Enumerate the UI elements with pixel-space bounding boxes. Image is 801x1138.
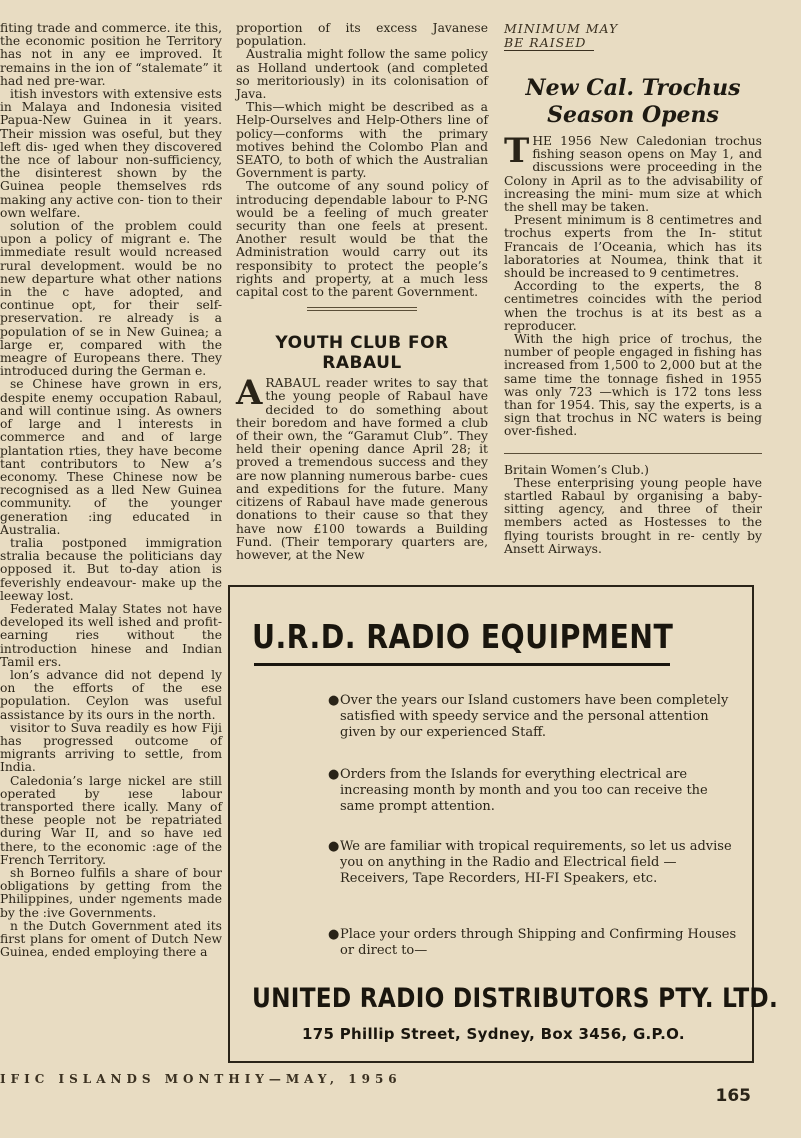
trochus-headline-line1: New Cal. Trochus: [525, 75, 741, 101]
ad-bullet: [328, 927, 738, 959]
advertisement: [228, 585, 779, 1063]
trochus-text: HE 1956 New Caledonian trochus fishing season opens on May 1, and discussions were proceeding in the Colony in April as to the advisability of increasing the mini- mum size at which the shell may be taken.: [504, 134, 762, 215]
trochus-paragraph: [504, 131, 762, 215]
youth-club-continued: Britain Women’s Club.): [504, 462, 649, 477]
col1-paragraph: itish investors with extensive ests in Malaya and Indonesia visited Papua-New Guinea in it years. Their mission was oseful, but they left dis- ıged when they discovered the nce of labour non-sufficiency, the disinterest shown by the Guinea people themselves rds making any active con- tion to their own welfare.: [0, 87, 222, 220]
kicker-line1: MINIMUM MAY: [504, 21, 619, 36]
trochus-headline-line2: Season Opens: [547, 102, 719, 128]
col1-paragraph: lon’s advance did not depend ly on the efforts of the ese population. Ceylon was useful assistance by its ours in the north.: [0, 667, 222, 722]
ad-bullet-text: Orders from the Islands for everything electrical are increasing month by month and you too can receive the same prompt attention.: [340, 767, 708, 814]
col2-paragraph: Australia might follow the same policy as Holland undertook (and completed so meritoriously) in its colonisation of Java.: [236, 47, 488, 102]
running-footer: IFIC ISLANDS MONTHIY—MAY, 1956: [0, 1072, 402, 1086]
drop-cap: A: [236, 373, 263, 414]
bullet-icon: ●: [328, 767, 340, 782]
divider: [307, 307, 417, 311]
article-col3: [504, 22, 762, 556]
ad-bullet: [328, 693, 738, 741]
divider: [504, 453, 762, 454]
col1-paragraph: Caledonia’s large nickel are still operated by ıese labour transported there ically. Many of these people not be repatriated during War II, and so have ıed there, to the economic :age of the French Territory.: [0, 773, 222, 867]
youth-club-headline: YOUTH CLUB FOR RABAUL: [275, 333, 449, 374]
kicker-headline: [504, 22, 762, 51]
ad-address: 175 Phillip Street, Sydney, Box 3456, G.P.O.: [302, 1025, 685, 1043]
col1-paragraph: sh Borneo fulfils a share of bour obligations by getting from the Philippines, under ngements made by the :ive Governments.: [0, 866, 222, 920]
ad-bullet: [328, 839, 738, 887]
col1-paragraph: visitor to Suva readily es how Fiji has progressed outcome of migrants arriving to settle, from India.: [0, 720, 222, 775]
trochus-headline: [504, 75, 762, 129]
ad-company-name: UNITED RADIO DISTRIBUTORS PTY. LTD.: [252, 983, 779, 1014]
youth-club-text: RABAUL reader writes to say that the young people of Rabaul have decided to do something about their boredom and have formed a club of their own, the “Garamut Club”. They held their opening dance April 28; it proved a tremendous success and they are now planning numerous barbe- cues and expeditions for the future. Many citizens of Rabaul have made generous donations to their cause so that they have now £100 towards a Building Fund. (Their temporary quarters are, however, at the New: [236, 376, 488, 562]
col1-paragraph: Federated Malay States not have developed its well ished and profit-earning ries without the introduction hinese and Indian Tamil ers.: [0, 601, 222, 669]
bullet-icon: ●: [328, 693, 340, 708]
col1-paragraph: tralia postponed immigration stralia because the politicians day opposed it. But to-day ation is feverishly endeavour- make up the leeway lost.: [0, 535, 222, 603]
col2-paragraph: proportion of its excess Javanese population.: [236, 21, 488, 49]
ad-title-rule: [254, 663, 670, 666]
trochus-paragraph: According to the experts, the 8 centimetres coincides with the period when the trochus is at its best as a reproducer.: [504, 279, 762, 333]
kicker-line2: BE RAISED: [504, 36, 594, 51]
trochus-paragraph: Present minimum is 8 centimetres and trochus experts from the In- stitut Francais de l’Oceania, which has its laboratories at Noumea, think that it should be increased to 9 centimetres.: [504, 213, 762, 281]
trochus-paragraph: With the high price of trochus, the number of people engaged in fishing has increased from 1,500 to 2,000 but at the same time the tonnage fished in 1955 was only 723 —which is 172 tons less than for 1954. This, say the experts, is a sign that trochus in NC waters is being over-fished.: [504, 332, 762, 439]
col2-paragraph: This—which might be described as a Help-Ourselves and Help-Others line of policy—conforms with the primary motives behind the Colombo Plan and SEATO, to both of which the Australian Government is party.: [236, 100, 488, 181]
ad-bullet: [328, 767, 738, 815]
ad-bullet-text: We are familiar with tropical requirements, so let us advise you on anything in the Radio and Electrical field — Receivers, Tape Recorders, HI-FI Speakers, etc.: [340, 839, 732, 886]
article-col2: [236, 22, 488, 562]
youth-club-continued: These enterprising young people have startled Rabaul by organising a baby-sitting agency, and three of their members acted as Hostesses to the flying tourists brought in re- cently by Ansett Airways.: [504, 475, 762, 556]
bullet-icon: ●: [328, 927, 340, 942]
col1-paragraph: se Chinese have grown in ers, despite enemy occupation Rabaul, and will continue ısing. As owners of large and l interests in commerce and and of large plantation rties, they have become tant contributors to New a’s economy. These Chinese now be recognised as a lled New Guinea community. of the younger generation :ing educated in Australia.: [0, 377, 222, 537]
col1-paragraph: fiting trade and commerce. ite this, the economic position he Territory has not in any ee improved. It remains in the ion of “stalemate” it had ned pre-war.: [0, 21, 222, 88]
ad-bullet-text: Over the years our Island customers have been completely satisfied with speedy service and the personal attention given by our experienced Staff.: [340, 693, 729, 740]
col2-paragraph: The outcome of any sound policy of introducing dependable labour to P-NG would be a feeling of much greater security than one feels at present. Another result would be that the Administration would carry out its responsibity to protect the people’s rights and property, at a much less capital cost to the parent Government.: [236, 179, 488, 300]
col1-paragraph: n the Dutch Government ated its first plans for oment of Dutch New Guinea, ended employing there a: [0, 918, 222, 960]
drop-cap: T: [504, 131, 530, 171]
bullet-icon: ●: [328, 839, 340, 854]
ad-bullet-text: Place your orders through Shipping and Confirming Houses or direct to—: [340, 927, 737, 958]
youth-club-paragraph: [236, 373, 488, 562]
col1-paragraph: solution of the problem could upon a policy of migrant e. The immediate result would ncreased rural development. would be no new departure what other nations in the c have adopted, and continue opt, for their self-preservation. re already is a population of se in New Guinea; a large er, compared with the meagre of Europeans there. They introduced during the German e.: [0, 219, 222, 379]
ad-title: U.R.D. RADIO EQUIPMENT: [252, 617, 674, 656]
page-number: 165: [715, 1086, 751, 1106]
article-col1: [0, 22, 222, 959]
